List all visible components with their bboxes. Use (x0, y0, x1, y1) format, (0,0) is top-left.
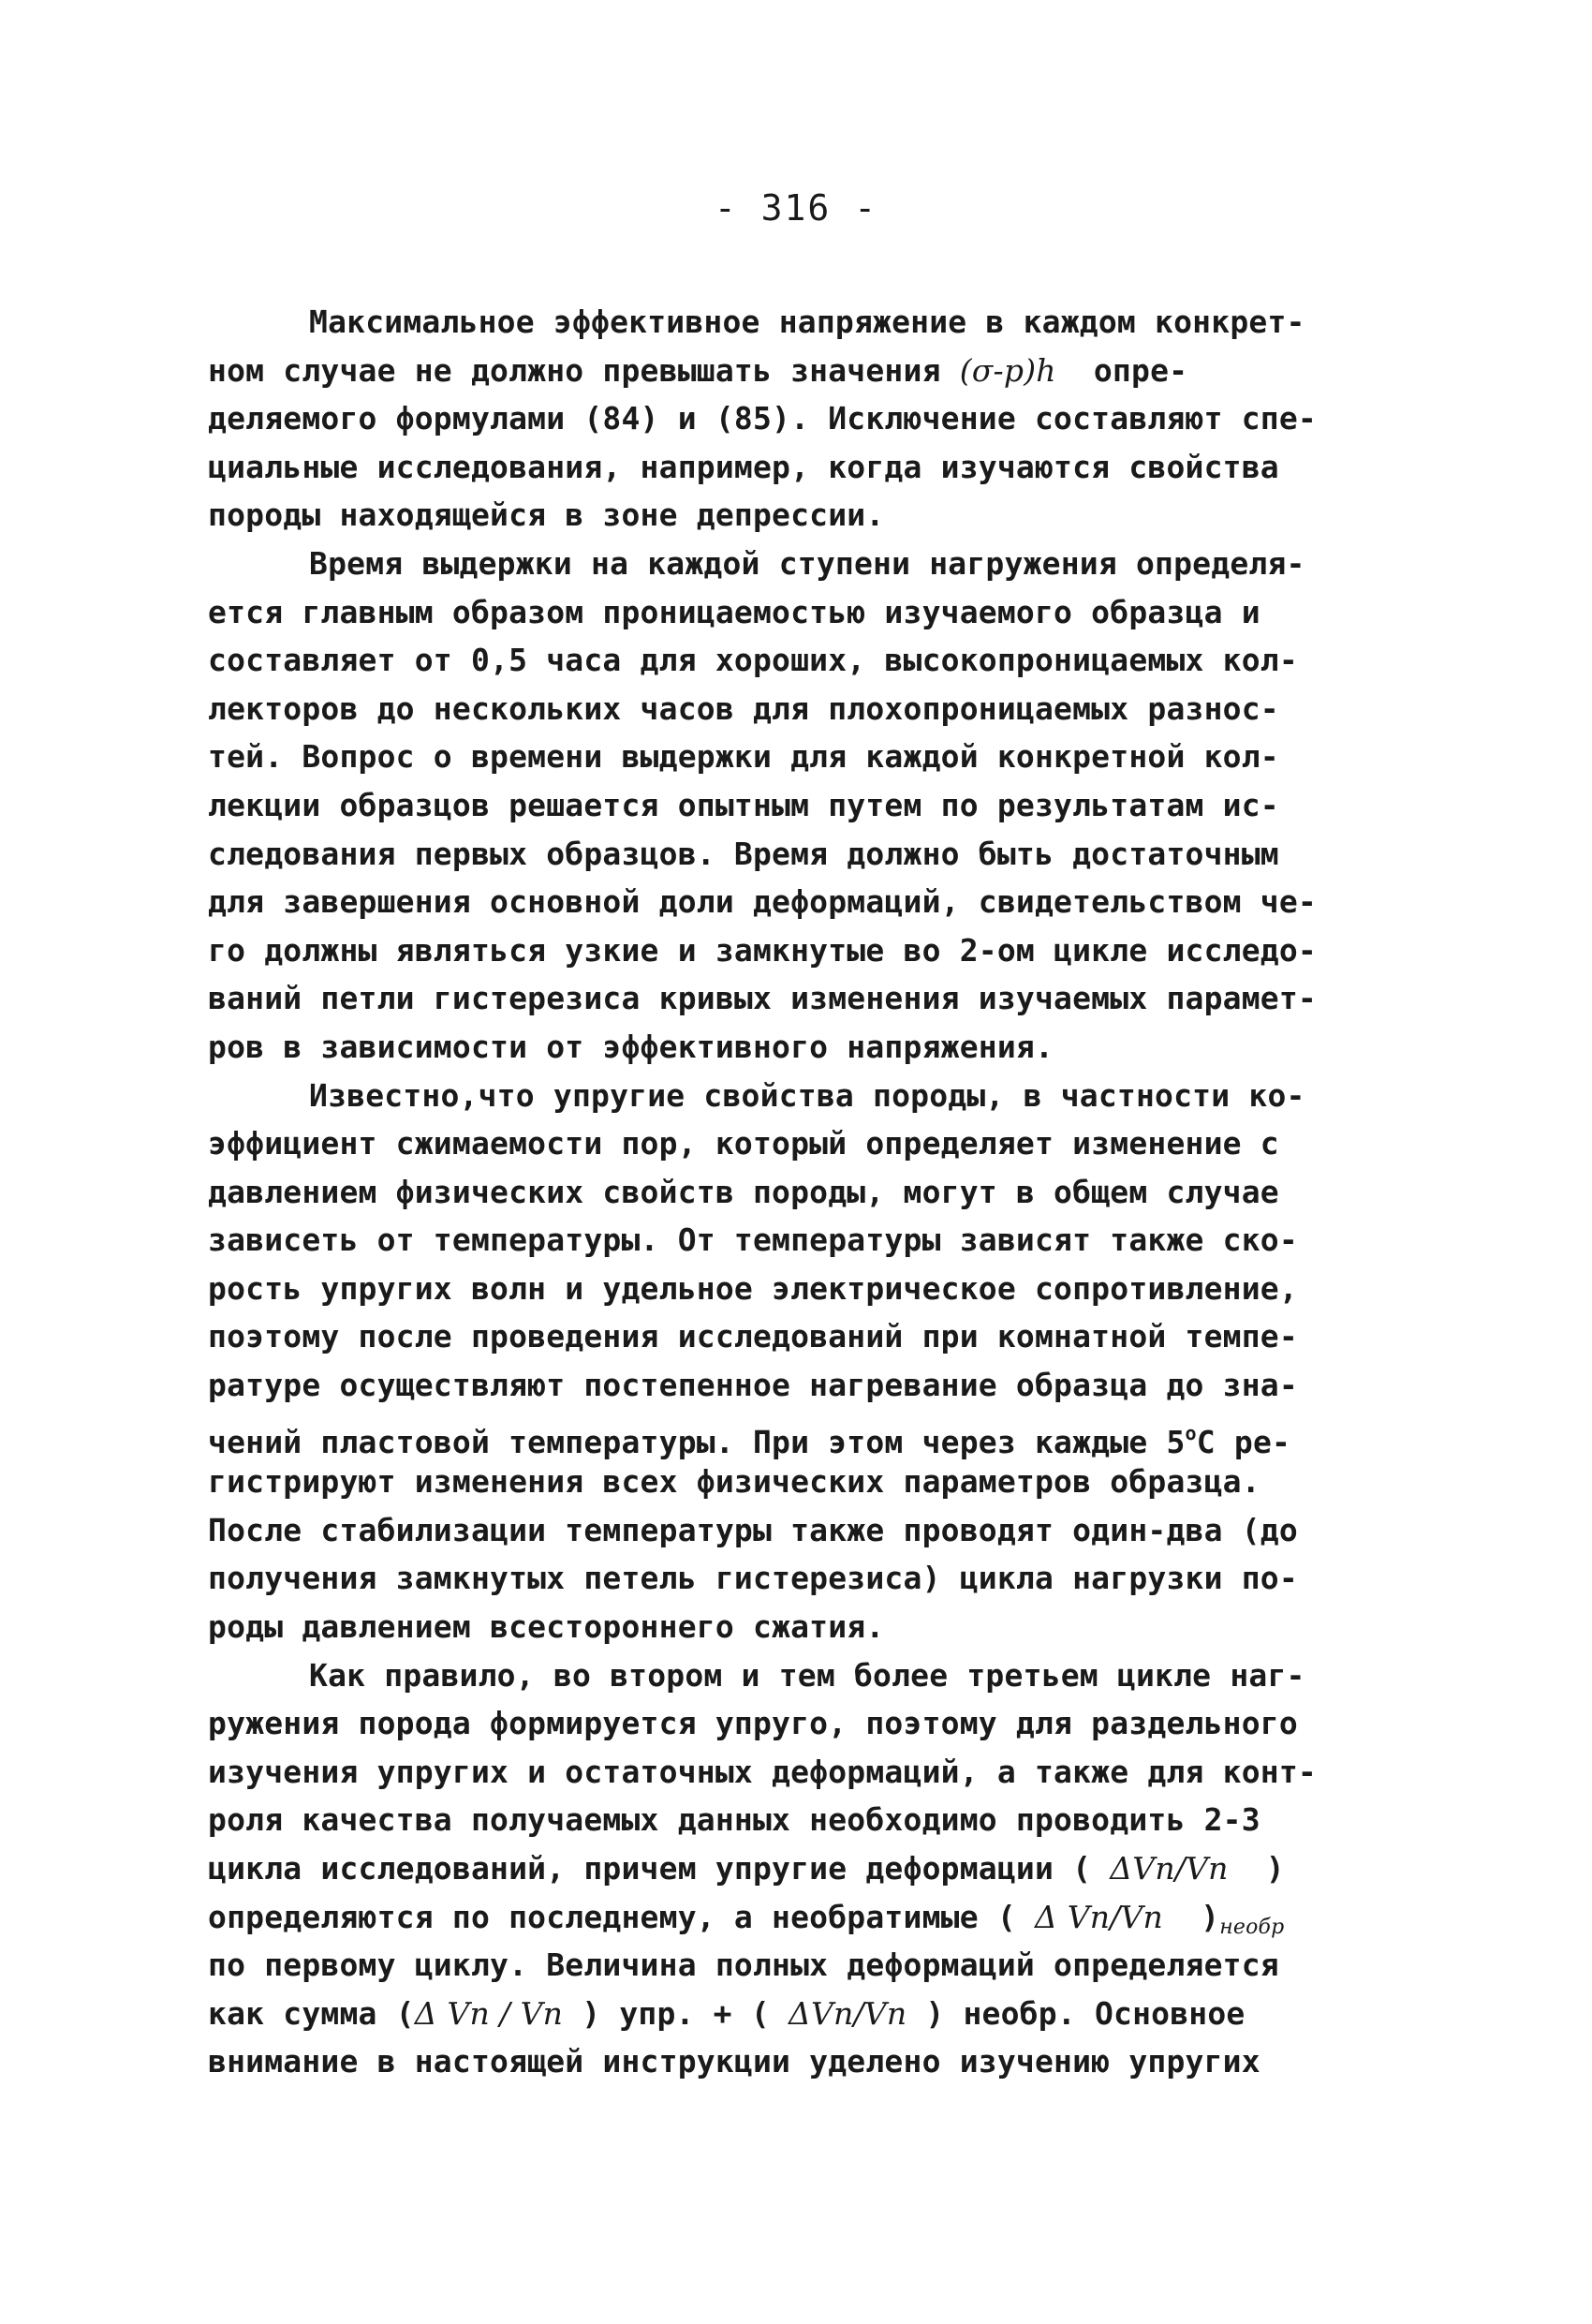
text-line: роля качества получаемых данных необходимо проводить 2-3 (208, 1801, 1260, 1839)
text-line: тей. Вопрос о времени выдержки для каждой конкретной кол- (208, 738, 1279, 776)
text-line: циальные исследования, например, когда изучаются свойства (208, 448, 1279, 485)
text-line: ется главным образом проницаемостью изучаемого образца и (208, 593, 1260, 630)
text-line: гистрируют изменения всех физических параметров образца. (208, 1463, 1260, 1501)
paragraph (208, 298, 1418, 540)
text-line: рость упругих волн и удельное электрическое сопротивление, (208, 1269, 1298, 1307)
text-line: цикла исследований, причем упругие деформации ( ΔVп/Vп ) (208, 1850, 1285, 1887)
text-line: получения замкнутых петель гистерезиса) цикла нагрузки по- (208, 1560, 1298, 1597)
text-line: породы находящейся в зоне депрессии. (208, 496, 885, 534)
text-line: для завершения основной доли деформаций, свидетельством че- (208, 883, 1317, 921)
formula: Δ Vп/Vп (1034, 1898, 1163, 1935)
text-line: Максимальное эффективное напряжение в каждом конкрет- (309, 303, 1305, 340)
text-line: деляемого формулами (84) и (85). Исключение составляют спе- (208, 400, 1317, 437)
paragraph (208, 1651, 1418, 2086)
text-line: ратуре осуществляют постепенное нагревание образца до зна- (208, 1367, 1298, 1404)
text-line: ваний петли гистерезиса кривых изменения изучаемых парамет- (208, 980, 1317, 1017)
text-line: После стабилизации температуры также проводят один-два (до (208, 1511, 1298, 1548)
text-line: следования первых образцов. Время должно быть достаточным (208, 835, 1279, 872)
text-line: Время выдержки на каждой ступени нагружения определя- (309, 544, 1305, 582)
formula: (σ-p)h (959, 351, 1056, 389)
text-line: изучения упругих и остаточных деформаций, а также для конт- (208, 1753, 1317, 1790)
text-line: лекторов до нескольких часов для плохопроницаемых разнос- (208, 689, 1279, 727)
paragraph (208, 540, 1418, 1072)
text-line: ном случае не должно превышать значения (σ-p)h опре- (208, 351, 1188, 389)
text-line: лекции образцов решается опытным путем по результатам ис- (208, 786, 1279, 823)
text-line: ров в зависимости от эффективного напряжения. (208, 1028, 1054, 1065)
text-line: ружения порода формируется упруго, поэтому для раздельного (208, 1705, 1298, 1742)
text-line: роды давлением всестороннего сжатия. (208, 1608, 885, 1646)
text-line: Как правило, во втором и тем более третьем цикле наг- (309, 1656, 1305, 1694)
text-line: чений пластовой температуры. При этом через каждые $5^оС$ ре- (208, 1421, 1291, 1460)
formula: Δ Vп / Vп (414, 1994, 564, 2032)
text-line: давлением физических свойств породы, могут в общем случае (208, 1173, 1279, 1210)
body-text (208, 298, 1418, 2086)
text-line: Известно,что упругие свойства породы, в частности ко- (309, 1076, 1305, 1114)
text-line: как сумма (Δ Vп / Vп ) упр. + ( ΔVп/Vп ) необр. Основное (208, 1994, 1246, 2032)
text-line: зависеть от температуры. От температуры зависят также ско- (208, 1221, 1298, 1259)
text-line: составляет от 0,5 часа для хороших, высокопроницаемых кол- (208, 642, 1298, 679)
text-line: по первому циклу. Величина полных деформаций определяется (208, 1947, 1279, 1984)
text-line: внимание в настоящей инструкции уделено изучению упругих (208, 2043, 1260, 2080)
paragraph (208, 1072, 1418, 1651)
text-line: го должны являться узкие и замкнутые во 2-ом цикле исследо- (208, 931, 1317, 969)
text-line: поэтому после проведения исследований при комнатной темпе- (208, 1318, 1298, 1355)
text-line: эффициент сжимаемости пор, который определяет изменение с (208, 1125, 1279, 1162)
subscript: необр (1219, 1915, 1285, 1939)
formula: ΔVп/Vп (1110, 1850, 1229, 1887)
superscript: о (1185, 1421, 1197, 1444)
text-line: определяются по последнему, а необратимые ( Δ Vп/Vп )$_{необр}$ (208, 1898, 1285, 1939)
page-number: - 316 - (714, 187, 878, 229)
formula: ΔVп/Vп (788, 1994, 907, 2032)
